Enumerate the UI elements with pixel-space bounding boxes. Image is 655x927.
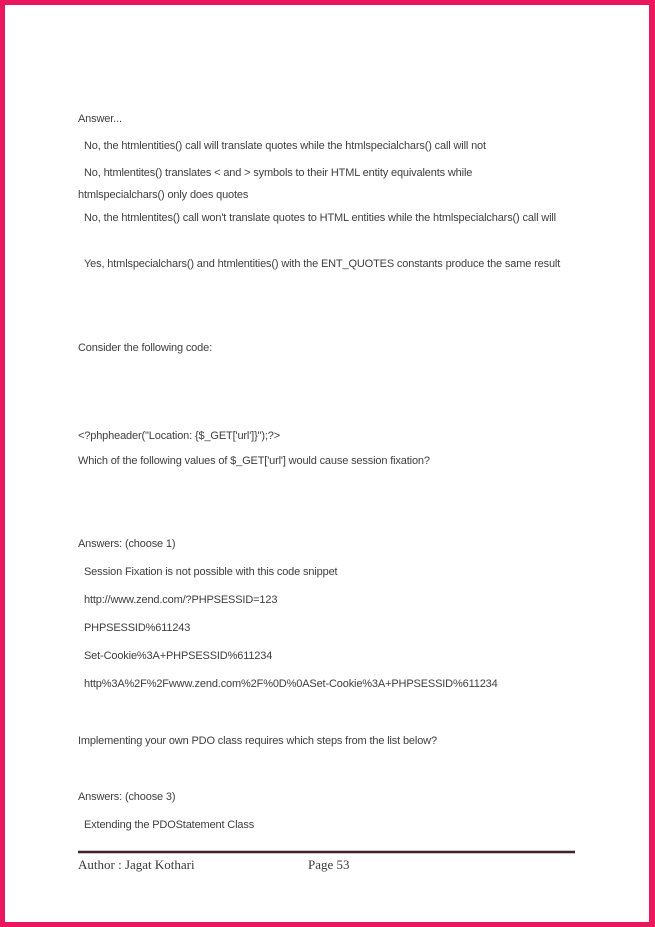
footer-divider <box>78 850 575 854</box>
footer-author: Author : Jagat Kothari <box>78 857 195 872</box>
q2-code-snippet: <?phpheader("Location: {$_GET['url']}");?> <box>78 430 281 442</box>
q2-intro: Consider the following code: <box>78 342 212 354</box>
q3-question: Implementing your own PDO class requires which steps from the list below? <box>78 735 437 747</box>
q1-answer-heading: Answer... <box>78 113 122 125</box>
q1-option-1: No, the htmlentities() call will translate quotes while the htmlspecialchars() call will not <box>84 140 486 152</box>
q2-option-5: http%3A%2F%2Fwww.zend.com%2F%0D%0ASet-Cookie%3A+PHPSESSID%611234 <box>84 678 498 690</box>
q1-option-4: Yes, htmlspecialchars() and htmlentities() with the ENT_QUOTES constants produce the same result <box>84 258 561 270</box>
q3-answers-heading: Answers: (choose 3) <box>78 791 176 803</box>
q3-option-1: Extending the PDOStatement Class <box>84 819 255 831</box>
q1-option-3: No, the htmlentites() call won't translate quotes to HTML entities while the htmlspecialchars() call will <box>84 212 556 224</box>
q2-option-3: PHPSESSID%611243 <box>84 622 191 634</box>
q2-question: Which of the following values of $_GET['url'] would cause session fixation? <box>78 455 430 467</box>
q2-option-1: Session Fixation is not possible with this code snippet <box>84 566 338 578</box>
q2-option-4: Set-Cookie%3A+PHPSESSID%611234 <box>84 650 273 662</box>
q2-answers-heading: Answers: (choose 1) <box>78 538 176 550</box>
q1-option-2: No, htmlentites() translates < and > symbols to their HTML entity equivalents while htmlspecialchars() only does quotes <box>78 167 473 201</box>
q2-option-2: http://www.zend.com/?PHPSESSID=123 <box>84 594 278 606</box>
footer-page-number: Page 53 <box>308 857 350 872</box>
